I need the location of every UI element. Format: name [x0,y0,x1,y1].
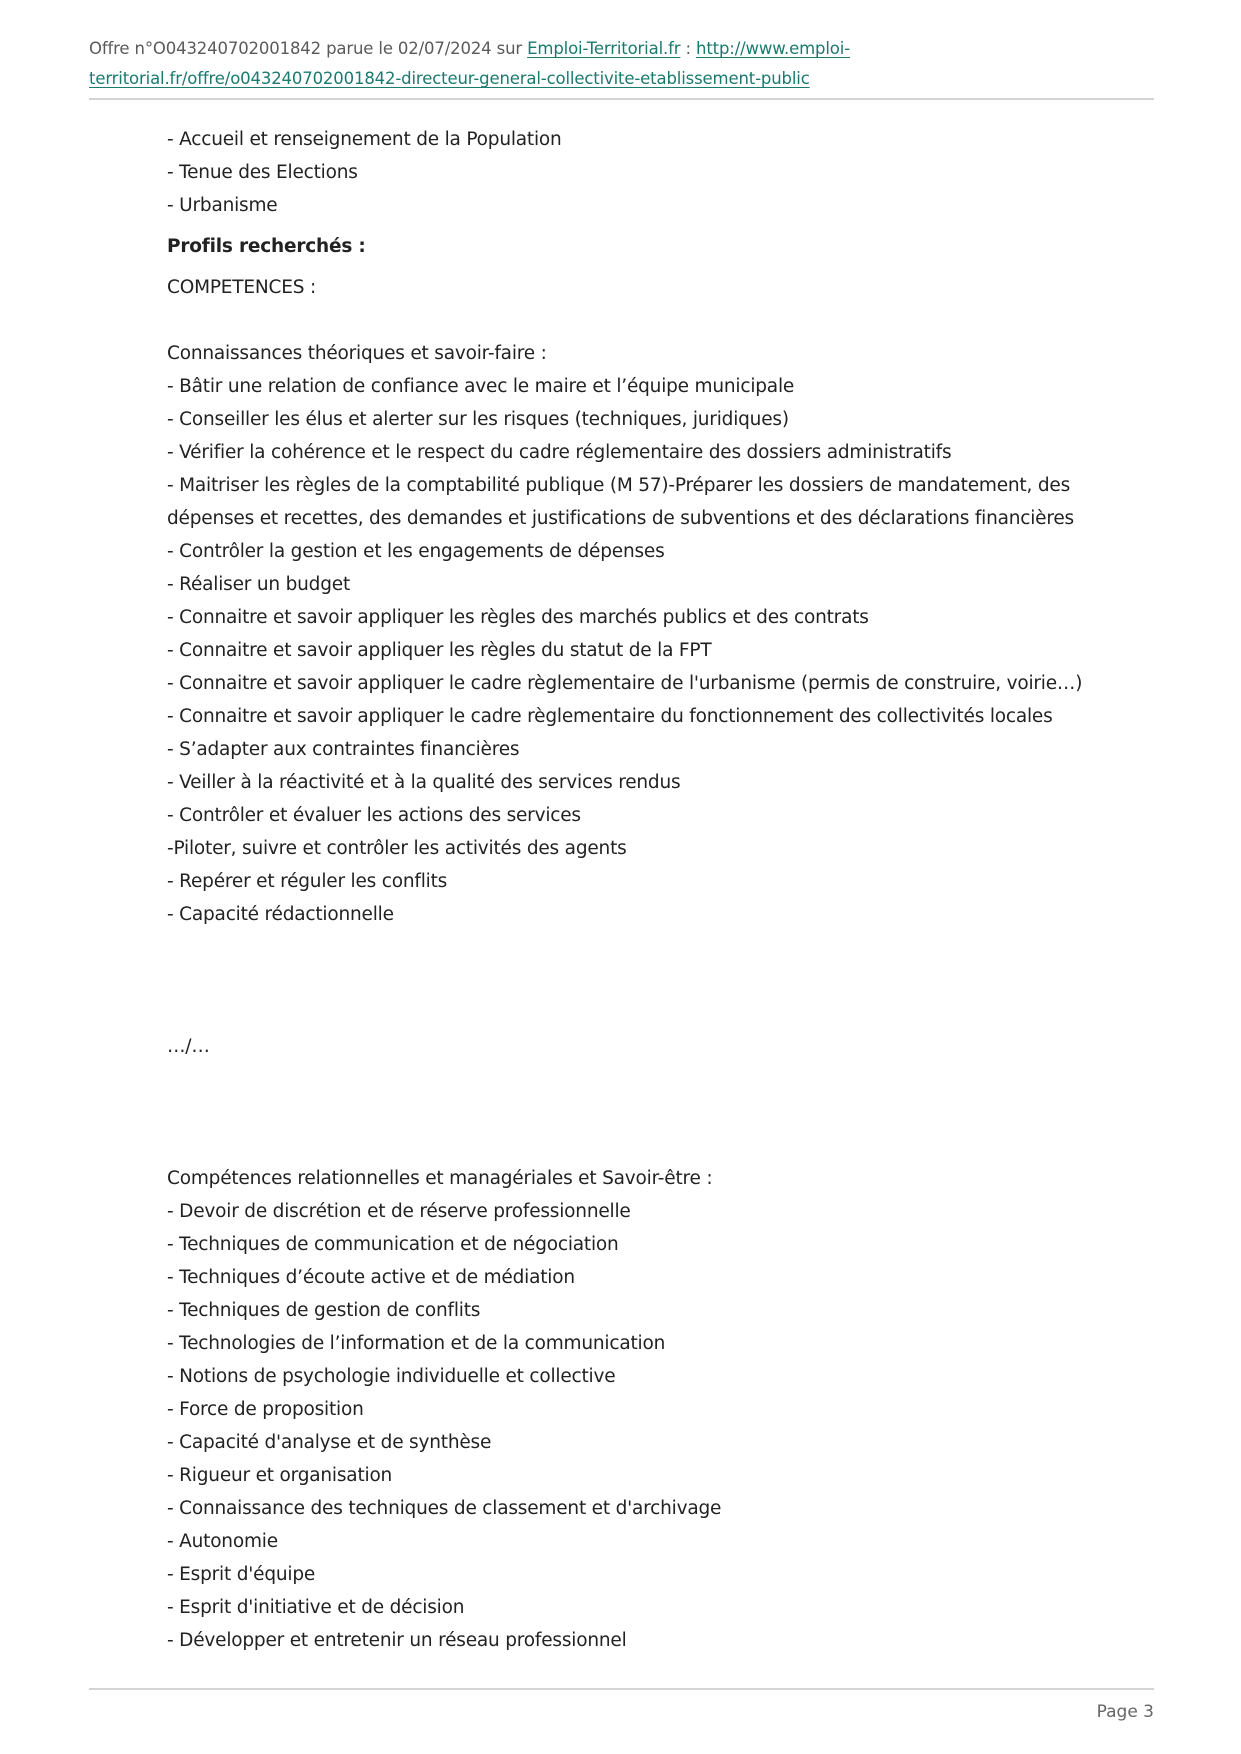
list-item: - Développer et entretenir un réseau professionnel [167,1630,627,1651]
list-item: - Technologies de l’information et de la communication [167,1333,666,1354]
continuation-mark: …/… [167,1036,210,1057]
document-body [167,123,1157,1657]
list-item: - Contrôler et évaluer les actions des services [167,805,581,826]
list-item: - Capacité rédactionnelle [167,904,394,925]
list-item: - Techniques d’écoute active et de médiation [167,1267,575,1288]
offer-reference: Offre n°O043240702001842 parue le 02/07/2024 sur [89,39,528,58]
list-item: - Conseiller les élus et alerter sur les risques (techniques, juridiques) [167,409,789,430]
page-header [89,34,1154,94]
list-item: - Techniques de communication et de négociation [167,1234,619,1255]
list-item: - Devoir de discrétion et de réserve professionnelle [167,1201,631,1222]
list-item: - Esprit d'initiative et de décision [167,1597,465,1618]
list-item: - Techniques de gestion de conflits [167,1300,481,1321]
missions-list [167,123,1157,222]
list-item: - Force de proposition [167,1399,364,1420]
list-item: - Bâtir une relation de confiance avec le maire et l’équipe municipale [167,376,795,397]
knowledge-list [167,370,1157,931]
list-item: - Connaitre et savoir appliquer le cadre règlementaire du fonctionnement des collectivités locales [167,706,1053,727]
list-item: - Notions de psychologie individuelle et collective [167,1366,616,1387]
list-item: - S’adapter aux contraintes financières [167,739,520,760]
list-item: - Veiller à la réactivité et à la qualité des services rendus [167,772,681,793]
list-item: - Rigueur et organisation [167,1465,393,1486]
list-item: - Connaitre et savoir appliquer les règles des marchés publics et des contrats [167,607,869,628]
page-number: Page 3 [1096,1702,1154,1722]
list-item: - Esprit d'équipe [167,1564,316,1585]
list-item: - Urbanisme [167,195,278,216]
soft-skills-title: Compétences relationnelles et managériales et Savoir-être : [167,1168,713,1189]
knowledge-title: Connaissances théoriques et savoir-faire : [167,343,547,364]
competences-label: COMPETENCES : [167,277,316,298]
footer-divider [89,1688,1154,1690]
list-item: - Connaitre et savoir appliquer les règles du statut de la FPT [167,640,712,661]
list-item: - Connaissance des techniques de classement et d'archivage [167,1498,722,1519]
profiles-heading: Profils recherchés : [167,236,366,257]
list-item: - Tenue des Elections [167,162,358,183]
list-item: - Autonomie [167,1531,278,1552]
list-item: - Capacité d'analyse et de synthèse [167,1432,492,1453]
list-item: - Connaitre et savoir appliquer le cadre règlementaire de l'urbanisme (permis de construire, voirie…) [167,673,1083,694]
list-item: -Piloter, suivre et contrôler les activités des agents [167,838,627,859]
offer-url-link[interactable]: http://www.emploi-territorial.fr/offre/o043240702001842-directeur-general-collectivite-etablissement-public [89,39,850,88]
list-item: - Contrôler la gestion et les engagements de dépenses [167,541,665,562]
soft-skills-list [167,1195,1157,1657]
header-divider [89,98,1154,100]
list-item: - Réaliser un budget [167,574,351,595]
list-item: - Maitriser les règles de la comptabilité publique (M 57)-Préparer les dossiers de mandatement, des dépenses et recettes, des demandes et justifications de subventions et des déclarations financières [167,475,1074,529]
list-item: - Vérifier la cohérence et le respect du cadre réglementaire des dossiers administratifs [167,442,952,463]
header-separator: : [680,39,697,58]
list-item: - Accueil et renseignement de la Population [167,129,562,150]
list-item: - Repérer et réguler les conflits [167,871,448,892]
site-link[interactable]: Emploi-Territorial.fr [527,39,681,58]
